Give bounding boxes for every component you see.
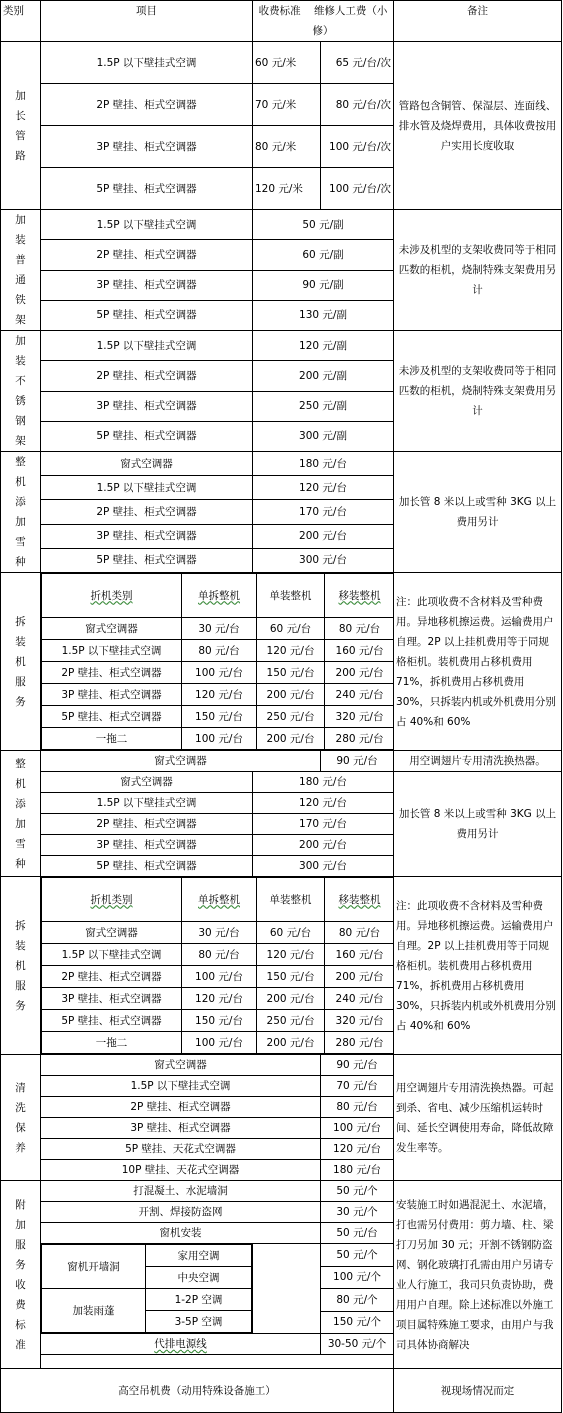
remark-refrigerant: 加长管 8 米以上或雪种 3KG 以上费用另计	[394, 772, 562, 877]
cell: 320 元/台	[325, 1010, 394, 1032]
category-extra: 附加服务收费标准	[1, 1181, 41, 1369]
fee-cell: 200 元/台	[253, 524, 394, 548]
table-row	[1, 751, 562, 772]
canopy-group-label: 加装雨蓬	[42, 1289, 146, 1333]
cell: 100 元/台	[182, 662, 257, 684]
cell: 80 元/台	[182, 944, 257, 966]
item-cell: 窗式空调器	[41, 751, 321, 772]
item-cell: 1.5P 以下壁挂式空调	[41, 210, 253, 240]
sub-item: 中央空调	[146, 1267, 252, 1289]
remark-steel-bracket: 未涉及机型的支架收费同等于相同匹数的柜机，烧制特殊支架费用另计	[394, 331, 562, 452]
item-cell: 1.5P 以下壁挂式空调	[41, 331, 253, 361]
remark-cleaning: 用空调翅片专用清洗换热器。	[394, 751, 562, 772]
item-cell: 窗式空调器	[41, 1055, 321, 1076]
table-row	[42, 966, 394, 988]
fee-cell: 100 元/个	[321, 1266, 394, 1289]
item-cell: 5P 壁挂、天花式空调器	[41, 1139, 321, 1160]
category-dismantle: 拆装机服务	[1, 877, 41, 1055]
fee-cell: 80 元/米	[253, 126, 321, 168]
header-fee	[253, 1, 394, 42]
subtable-header	[42, 878, 394, 922]
table-row	[42, 684, 394, 706]
fee-cell: 180 元/台	[253, 452, 394, 476]
category-normal-bracket: 加装普通铁架	[1, 210, 41, 331]
col-header: 折机类别	[42, 878, 182, 922]
item-cell: 3P 壁挂、柜式空调器	[41, 391, 253, 421]
fee-cell: 60 元/米	[253, 42, 321, 84]
cell: 2P 壁挂、柜式空调器	[42, 662, 182, 684]
remark-dismantle: 注：此项收费不含材料及雪种费用。异地移机擦运费。运输费用户自理。2P 以上挂机费用等于同规格柜机。装机费用占移机费用 71%，拆机费用占移机费用 30%，只拆装内机或外机费用分别占 40%和 60%	[394, 573, 562, 751]
cell: 80 元/台	[325, 618, 394, 640]
dismantle-subtable	[41, 877, 394, 1054]
subtable-header	[42, 574, 394, 618]
dismantle-subtable	[41, 573, 394, 750]
cell: 60 元/台	[257, 922, 325, 944]
table-row	[42, 728, 394, 750]
cell: 160 元/台	[325, 944, 394, 966]
item-cell: 5P 壁挂、柜式空调器	[41, 168, 253, 210]
item-cell: 1.5P 以下壁挂式空调	[41, 793, 253, 814]
table-row	[1, 210, 562, 240]
cell: 200 元/台	[325, 966, 394, 988]
cell: 窗式空调器	[42, 922, 182, 944]
cell: 5P 壁挂、柜式空调器	[42, 1010, 182, 1032]
repair-cell: 100 元/台/次	[321, 126, 394, 168]
cell: 320 元/台	[325, 706, 394, 728]
item-cell: 2P 壁挂、柜式空调器	[41, 361, 253, 391]
cell: 150 元/台	[257, 662, 325, 684]
item-cell: 3P 壁挂、柜式空调器	[41, 126, 253, 168]
item-cell: 代排电源线	[41, 1334, 321, 1355]
table-row	[1, 1181, 562, 1202]
fee-cell: 250 元/副	[253, 391, 394, 421]
item-cell: 窗机安装	[41, 1223, 321, 1244]
item-cell: 2P 壁挂、柜式空调器	[41, 84, 253, 126]
fee-cell: 50 元/个	[321, 1181, 394, 1202]
cell: 100 元/台	[182, 1032, 257, 1054]
fee-cell: 70 元/台	[321, 1076, 394, 1097]
cell: 200 元/台	[257, 684, 325, 706]
table-row	[42, 662, 394, 684]
item-cell: 5P 壁挂、柜式空调器	[41, 421, 253, 451]
cell: 120 元/台	[182, 684, 257, 706]
fee-cell: 300 元/台	[253, 856, 394, 877]
fee-cell: 120 元/台	[321, 1139, 394, 1160]
item-cell: 开割、焊接防盗网	[41, 1202, 321, 1223]
repair-cell: 65 元/台/次	[321, 42, 394, 84]
header-remark: 备注	[394, 1, 562, 42]
fee-cell: 120 元/副	[253, 331, 394, 361]
item-cell: 1.5P 以下壁挂式空调	[41, 42, 253, 84]
fee-cell: 70 元/米	[253, 84, 321, 126]
cell: 30 元/台	[182, 922, 257, 944]
cell: 120 元/台	[257, 944, 325, 966]
fee-cell: 170 元/台	[253, 500, 394, 524]
item-cell: 10P 壁挂、天花式空调器	[41, 1160, 321, 1181]
table-row	[42, 922, 394, 944]
fee-cell: 60 元/副	[253, 240, 394, 270]
repair-cell: 80 元/台/次	[321, 84, 394, 126]
category-refrigerant: 整机添加雪种	[1, 452, 41, 573]
fee-cell: 90 元/台	[321, 1055, 394, 1076]
col-header: 移装整机	[325, 878, 394, 922]
remark-cleaning: 用空调翅片专用清洗换热器。可起到杀、省电、减少压缩机运转时间、延长空调使用寿命，降低故障发生率等。	[394, 1055, 562, 1181]
item-cell: 5P 壁挂、柜式空调器	[41, 300, 253, 330]
remark-refrigerant: 加长管 8 米以上或雪种 3KG 以上费用另计	[394, 452, 562, 573]
category-extend-pipe: 加长管路	[1, 42, 41, 210]
table-row	[42, 1010, 394, 1032]
category-steel-bracket: 加装不锈钢架	[1, 331, 41, 452]
dismantle-grid	[41, 573, 394, 751]
fee-cell: 90 元/副	[253, 270, 394, 300]
cell: 120 元/台	[182, 988, 257, 1010]
item-cell: 5P 壁挂、柜式空调器	[41, 856, 253, 877]
cell: 一拖二	[42, 1032, 182, 1054]
cell: 250 元/台	[257, 1010, 325, 1032]
cell: 80 元/台	[182, 640, 257, 662]
cell: 150 元/台	[182, 706, 257, 728]
cell: 3P 壁挂、柜式空调器	[42, 988, 182, 1010]
fee-cell: 300 元/台	[253, 548, 394, 572]
footer-remark: 视现场情况而定	[394, 1369, 562, 1413]
cell: 1.5P 以下壁挂式空调	[42, 640, 182, 662]
extra-group-subtable	[41, 1244, 252, 1333]
sub-item: 家用空调	[146, 1245, 252, 1267]
fee-cell: 120 元/米	[253, 168, 321, 210]
table-row	[42, 944, 394, 966]
fee-cell: 150 元/个	[321, 1311, 394, 1334]
item-cell: 3P 壁挂、柜式空调器	[41, 1118, 321, 1139]
item-cell: 2P 壁挂、柜式空调器	[41, 1097, 321, 1118]
fee-cell: 90 元/台	[321, 751, 394, 772]
fee-cell: 50 元/台	[321, 1223, 394, 1244]
header-repair-label: 维修人工费（小修）	[312, 5, 388, 37]
item-cell: 窗式空调器	[41, 772, 253, 793]
header-category: 类别	[1, 1, 41, 42]
item-cell: 窗式空调器	[41, 452, 253, 476]
table-row	[1, 877, 562, 1055]
col-header: 单装整机	[257, 878, 325, 922]
fee-cell: 30-50 元/个	[321, 1334, 394, 1355]
item-cell: 3P 壁挂、柜式空调器	[41, 524, 253, 548]
col-header: 折机类别	[42, 574, 182, 618]
repair-cell: 100 元/台/次	[321, 168, 394, 210]
table-row	[1, 573, 562, 751]
remark-dismantle: 注：此项收费不含材料及雪种费用。异地移机擦运费。运输费用户自理。2P 以上挂机费用等于同规格柜机。装机费用占移机费用 71%，拆机费用占移机费用 30%，只拆装内机或外机费用分别占 40%和 60%	[394, 877, 562, 1055]
fee-cell: 130 元/副	[253, 300, 394, 330]
col-header: 单拆整机	[182, 878, 257, 922]
cell: 240 元/台	[325, 988, 394, 1010]
table-row	[1, 42, 562, 84]
table-row	[42, 1032, 394, 1054]
cell: 280 元/台	[325, 1032, 394, 1054]
table-row	[42, 988, 394, 1010]
item-cell: 3P 壁挂、柜式空调器	[41, 835, 253, 856]
fee-cell: 50 元/个	[321, 1244, 394, 1267]
wall-group-label: 窗机开墙洞	[42, 1245, 146, 1289]
col-header: 单装整机	[257, 574, 325, 618]
cell: 250 元/台	[257, 706, 325, 728]
cell: 200 元/台	[257, 988, 325, 1010]
cell: 100 元/台	[182, 966, 257, 988]
cell: 5P 壁挂、柜式空调器	[42, 706, 182, 728]
cell: 240 元/台	[325, 684, 394, 706]
fee-cell: 120 元/台	[253, 476, 394, 500]
category-refrigerant: 整机添加雪种	[1, 751, 41, 877]
header-item: 项目	[41, 1, 253, 42]
fee-cell: 80 元/台	[321, 1097, 394, 1118]
header-row	[1, 1, 562, 42]
item-cell: 2P 壁挂、柜式空调器	[41, 500, 253, 524]
dismantle-grid	[41, 877, 394, 1055]
fee-cell: 120 元/台	[253, 793, 394, 814]
fee-cell: 200 元/台	[253, 835, 394, 856]
table-row	[42, 618, 394, 640]
cell: 1.5P 以下壁挂式空调	[42, 944, 182, 966]
cell: 一拖二	[42, 728, 182, 750]
fee-cell: 180 元/台	[321, 1160, 394, 1181]
remark-extra: 安装施工时如遇混泥土、水泥墙，打也需另付费用：剪力墙、柱、梁打刀另加 30 元；开割不锈钢防盗网、钢化玻璃打孔需由用户另请专业人行施工，我司只负责协助，费用用户自理。除上述标准以外施工项目属特殊施工要求，由用户与我司具体协商解决	[394, 1181, 562, 1369]
cell: 160 元/台	[325, 640, 394, 662]
table-row	[1, 1055, 562, 1076]
cell: 30 元/台	[182, 618, 257, 640]
fee-cell: 170 元/台	[253, 814, 394, 835]
table-row	[42, 640, 394, 662]
cell: 窗式空调器	[42, 618, 182, 640]
remark-normal-bracket: 未涉及机型的支架收费同等于相同匹数的柜机，烧制特殊支架费用另计	[394, 210, 562, 331]
item-cell: 5P 壁挂、柜式空调器	[41, 548, 253, 572]
category-dismantle: 拆装机服务	[1, 573, 41, 751]
table-row	[1, 452, 562, 476]
item-cell: 打混凝土、水泥墙洞	[41, 1181, 321, 1202]
fee-cell: 30 元/个	[321, 1202, 394, 1223]
cell: 200 元/台	[325, 662, 394, 684]
footer-item: 高空吊机费（动用特殊设备施工）	[1, 1369, 394, 1413]
cell: 200 元/台	[257, 1032, 325, 1054]
table-row	[1, 331, 562, 361]
item-cell: 2P 壁挂、柜式空调器	[41, 814, 253, 835]
table-row	[42, 706, 394, 728]
header-fee-label: 收费标准	[258, 5, 301, 17]
cell: 80 元/台	[325, 922, 394, 944]
table-row	[1, 772, 562, 793]
extra-group-cell	[41, 1244, 253, 1334]
col-header: 单拆整机	[182, 574, 257, 618]
item-cell: 1.5P 以下壁挂式空调	[41, 476, 253, 500]
cell: 3P 壁挂、柜式空调器	[42, 684, 182, 706]
fee-cell: 100 元/台	[321, 1118, 394, 1139]
item-cell: 1.5P 以下壁挂式空调	[41, 1076, 321, 1097]
fee-cell: 50 元/副	[253, 210, 394, 240]
fee-cell: 180 元/台	[253, 772, 394, 793]
remark-extend-pipe: 管路包含铜管、保湿层、连面线、排水管及烧焊费用，具体收费按用户实用长度收取	[394, 42, 562, 210]
cell: 100 元/台	[182, 728, 257, 750]
cell: 150 元/台	[182, 1010, 257, 1032]
sub-item: 1-2P 空调	[146, 1289, 252, 1311]
cell: 2P 壁挂、柜式空调器	[42, 966, 182, 988]
cell: 150 元/台	[257, 966, 325, 988]
item-cell: 3P 壁挂、柜式空调器	[41, 270, 253, 300]
category-cleaning: 清洗保养	[1, 1055, 41, 1181]
fee-cell: 300 元/副	[253, 421, 394, 451]
cell: 60 元/台	[257, 618, 325, 640]
cell: 200 元/台	[257, 728, 325, 750]
item-cell: 2P 壁挂、柜式空调器	[41, 240, 253, 270]
footer-row	[1, 1369, 562, 1413]
sub-item: 3-5P 空调	[146, 1311, 252, 1333]
fee-cell: 200 元/副	[253, 361, 394, 391]
cell: 120 元/台	[257, 640, 325, 662]
cell: 280 元/台	[325, 728, 394, 750]
col-header: 移装整机	[325, 574, 394, 618]
fee-cell: 80 元/个	[321, 1289, 394, 1312]
